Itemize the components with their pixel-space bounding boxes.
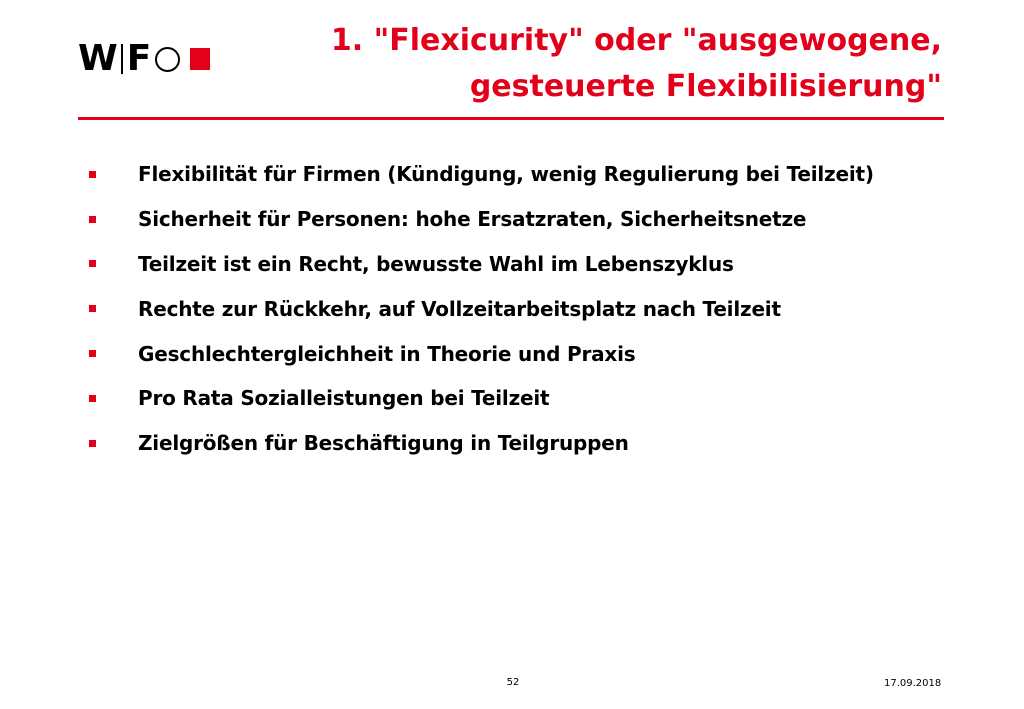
bullet-list bbox=[89, 152, 874, 466]
bullet-text: Geschlechtergleichheit in Theorie und Praxis bbox=[138, 341, 636, 366]
bullet-item bbox=[89, 421, 874, 466]
logo-circle-icon bbox=[155, 47, 180, 72]
logo-letter-f: F bbox=[126, 38, 152, 79]
bullet-text: Flexibilität für Firmen (Kündigung, wenig Regulierung bei Teilzeit) bbox=[138, 162, 874, 187]
bullet-item bbox=[89, 376, 874, 421]
bullet-text: Zielgrößen für Beschäftigung in Teilgruppen bbox=[138, 431, 629, 456]
title-divider bbox=[78, 117, 944, 120]
slide-date: 17.09.2018 bbox=[884, 678, 942, 689]
bullet-item bbox=[89, 152, 874, 197]
slide-title bbox=[242, 18, 942, 110]
bullet-square-icon bbox=[89, 171, 96, 178]
logo-letter-w: W bbox=[78, 38, 118, 79]
page-number: 52 bbox=[506, 677, 520, 688]
bullet-text: Pro Rata Sozialleistungen bei Teilzeit bbox=[138, 386, 550, 411]
slide-title-line-1: 1. "Flexicurity" oder "ausgewogene, bbox=[330, 23, 942, 58]
bullet-text: Sicherheit für Personen: hohe Ersatzraten, Sicherheitsnetze bbox=[138, 207, 807, 232]
bullet-square-icon bbox=[89, 305, 96, 312]
bullet-square-icon bbox=[89, 216, 96, 223]
wifo-logo bbox=[78, 39, 210, 79]
bullet-item bbox=[89, 286, 874, 331]
bullet-square-icon bbox=[89, 260, 96, 267]
bullet-square-icon bbox=[89, 395, 96, 402]
bullet-square-icon bbox=[89, 440, 96, 447]
slide-title-line-2: gesteuerte Flexibilisierung" bbox=[469, 69, 942, 104]
bullet-item bbox=[89, 331, 874, 376]
bullet-item bbox=[89, 242, 874, 287]
bullet-text: Teilzeit ist ein Recht, bewusste Wahl im Lebenszyklus bbox=[138, 251, 734, 276]
bullet-item bbox=[89, 197, 874, 242]
bullet-text: Rechte zur Rückkehr, auf Vollzeitarbeitsplatz nach Teilzeit bbox=[138, 296, 781, 321]
bullet-square-icon bbox=[89, 350, 96, 357]
logo-square-icon bbox=[190, 48, 210, 70]
logo-bar-icon bbox=[121, 44, 123, 74]
